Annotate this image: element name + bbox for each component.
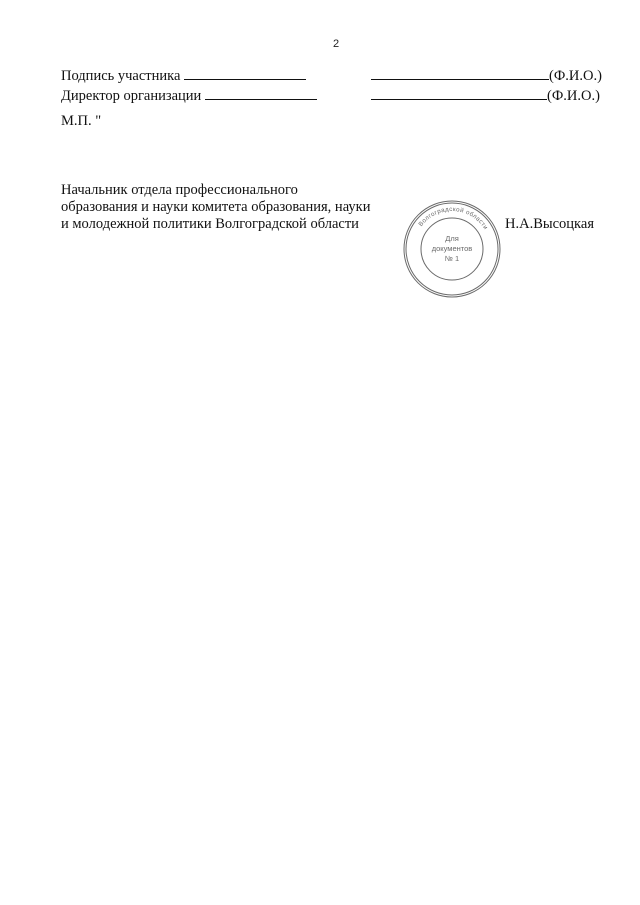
approver-title-line: образования и науки комитета образования, науки bbox=[61, 199, 371, 215]
signer-name: Н.А.Высоцкая bbox=[505, 216, 594, 232]
director-signature-row bbox=[61, 86, 317, 105]
director-fio-row bbox=[371, 86, 600, 105]
stamp-place-label: М.П. " bbox=[61, 113, 102, 129]
director-signature-label: Директор организации bbox=[61, 88, 202, 104]
seal-center-line: Для bbox=[445, 234, 459, 243]
seal-ring-text: Волгоградской области bbox=[417, 205, 490, 232]
participant-signature-label: Подпись участника bbox=[61, 68, 181, 84]
approver-title-line: Начальник отдела профессионального bbox=[61, 182, 298, 198]
director-fio-label: (Ф.И.О.) bbox=[547, 88, 600, 104]
participant-signature-blank bbox=[184, 66, 306, 80]
director-fio-blank bbox=[371, 86, 547, 100]
page-number: 2 bbox=[332, 38, 340, 50]
participant-fio-label: (Ф.И.О.) bbox=[549, 68, 602, 84]
seal-center-line: документов bbox=[431, 244, 473, 253]
director-signature-blank bbox=[205, 86, 317, 100]
participant-fio-blank bbox=[371, 66, 549, 80]
participant-signature-row bbox=[61, 66, 306, 85]
approver-title bbox=[61, 182, 391, 233]
official-seal bbox=[402, 199, 502, 299]
approver-title-line: и молодежной политики Волгоградской области bbox=[61, 216, 359, 232]
seal-center-line: № 1 bbox=[444, 254, 460, 263]
participant-fio-row bbox=[371, 66, 602, 85]
